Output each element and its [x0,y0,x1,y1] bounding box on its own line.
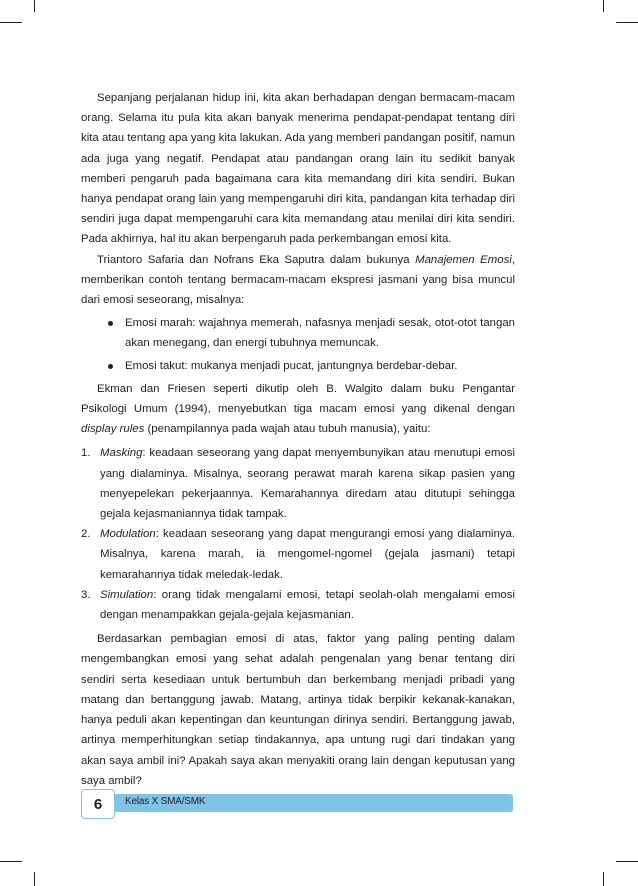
list-item [81,313,515,353]
footer-label: Kelas X SMA/SMK [125,796,206,807]
bullet-icon [108,321,113,326]
book-intro-paragraph [81,250,515,311]
page-number: 6 [81,789,115,819]
intro-paragraph: Sepanjang perjalanan hidup ini, kita akan berhadapan dengan bermacam-macam orang. Selama itu pula kita akan banyak menerima pendapat-pendapat tentang diri kita atau tentang apa yang kita lakukan. Ada yang memberi pandangan positif, namun ada juga yang negatif. Pendapat atau pandangan orang lain itu sedikit banyak memberi pengaruh pada bagaimana cara kita memandang diri kita sendiri. Bukan hanya pendapat orang lain yang mempengaruhi diri kita, pandangan kita terhadap diri sendiri juga dapat mempengaruhi cara kita memandang atau menilai diri kita sendiri. Pada akhirnya, hal itu akan berpengaruh pada perkembangan emosi kita. [81,92,515,246]
crop-mark [0,861,22,862]
list-item [81,585,515,625]
crop-mark [616,22,638,23]
list-term: Modulation [100,528,156,541]
crop-mark [34,0,35,12]
list-term: Masking [100,447,143,460]
book-title: Manajemen Emosi [415,253,512,266]
bullet-text: Emosi marah: wajahnya memerah, nafasnya menjadi sesak, otot-otot tangan akan menegang, dan energi tubuhnya memuncak. [125,317,515,350]
closing-paragraph: Berdasarkan pembagian emosi di atas, faktor yang paling penting dalam mengembangkan emosi yang sehat adalah pengenalan yang benar tentang diri sendiri serta kesediaan untuk bertumbuh dan berkembang menjadi pribadi yang matang dan bertanggung jawab. Matang, artinya tidak berpikir kekanak-kanakan, hanya peduli akan kepentingan dan keuntungan dirinya sendiri. Bertanggung jawab, artinya memperhitungkan setiap tindakannya, apa untung rugi dari tindakan yang akan saya ambil ini? Apakah saya akan menyakiti orang lain dengan keputusan yang saya ambil? [81,633,515,787]
crop-mark [616,861,638,862]
list-text: : keadaan seseorang yang dapat menyembunyikan atau menutupi emosi yang dialaminya. Misalnya, seorang perawat marah karena sikap pasien yang menyepelekan pekerjaannya. Kemarahannya diredam atau ditutupi sehingga gejala kejasmaniannya tidak tampak. [100,447,515,521]
list-text: : orang tidak mengalami emosi, tetapi seolah-olah mengalami emosi dengan menampakkan gejala-gejala kejasmanian. [100,588,515,622]
crop-mark [603,872,604,886]
emotion-bullet-list [81,313,515,376]
list-number: 1. [81,447,91,460]
crop-mark [34,872,35,886]
list-item [81,524,515,585]
list-item [81,443,515,524]
book-intro-text-end: , memberikan contoh tentang bermacam-macam ekspresi jasmani yang bisa muncul dari emosi seseorang, misalnya: [81,253,515,307]
ekman-text-end: (penampilannya pada wajah atau tubuh manusia), yaitu: [144,423,431,436]
ekman-text: Ekman dan Friesen seperti dikutip oleh B. Walgito dalam buku Pengantar Psikologi Umum (1994), menyebutkan tiga macam emosi yang dikenal dengan [81,382,515,416]
list-number: 3. [81,588,91,601]
list-item [81,356,515,376]
book-intro-text: Triantoro Safaria dan Nofrans Eka Saputra dalam bukunya [97,253,416,266]
crop-mark [603,0,604,12]
list-term: Simulation [100,588,154,601]
bullet-icon [108,364,113,369]
ekman-paragraph [81,379,515,440]
list-text: : keadaan seseorang yang dapat mengurangi emosi yang dialaminya. Misalnya, karena marah, ia mengomel-ngomel (gejala jasmani) tetapi kemarahannya tidak meledak-ledak. [100,528,515,581]
list-number: 2. [81,528,91,541]
display-rules-list [81,443,515,625]
crop-mark [0,22,22,23]
bullet-text: Emosi takut: mukanya menjadi pucat, jantungnya berdebar-debar. [125,359,458,372]
page-body [81,88,515,791]
display-rules-term: display rules [81,423,145,436]
